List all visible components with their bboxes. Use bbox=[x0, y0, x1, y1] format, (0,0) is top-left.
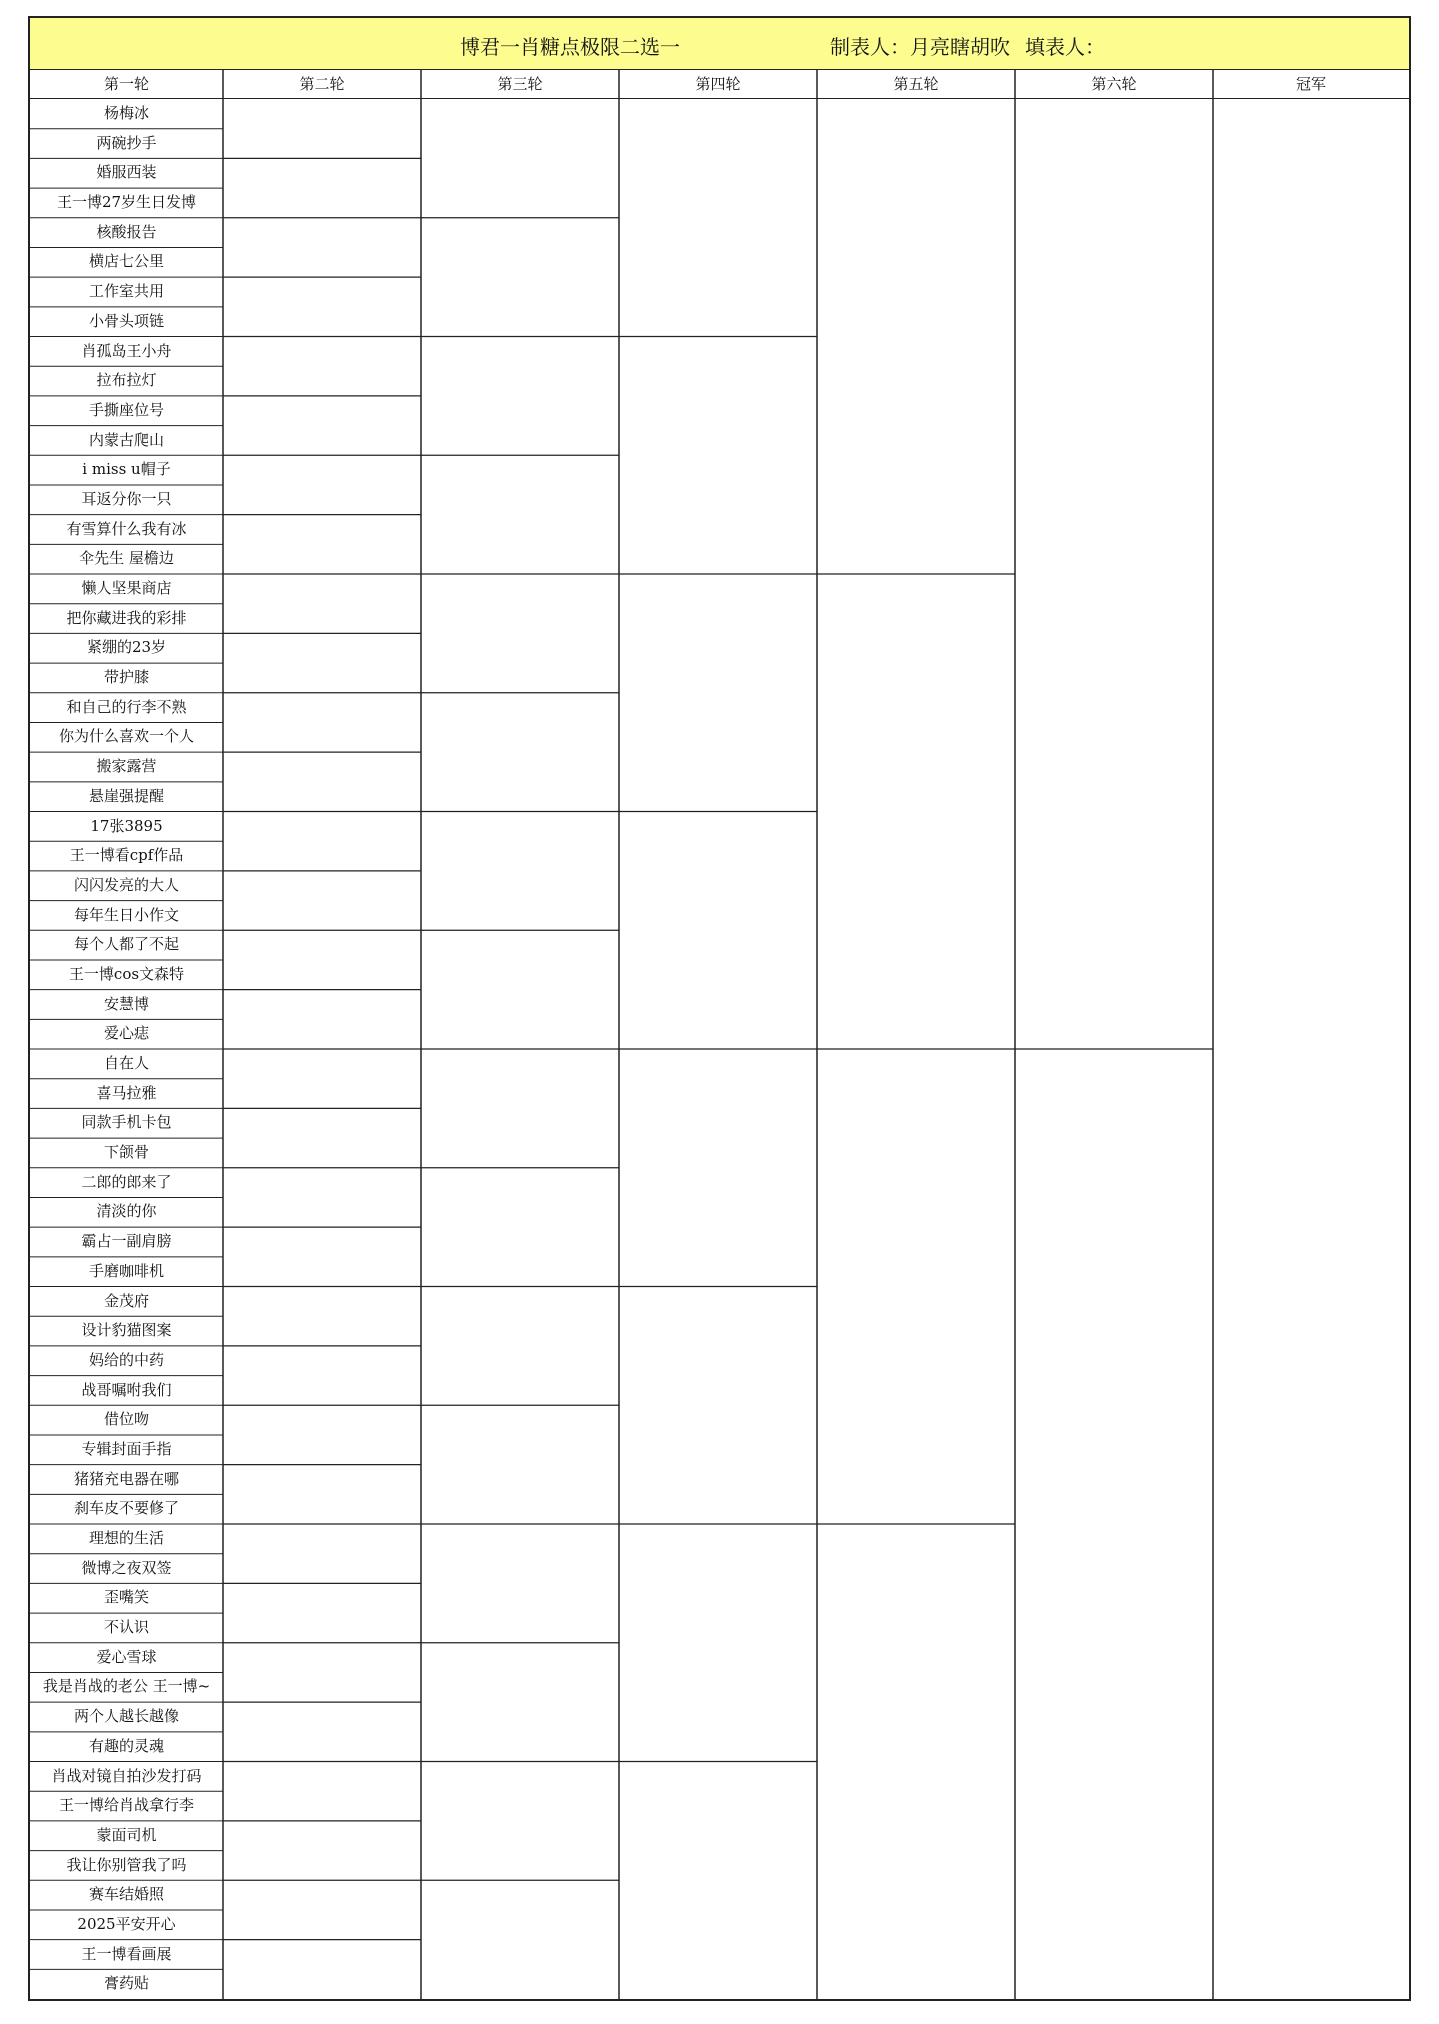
entry-cell: 横店七公里 bbox=[88, 252, 164, 271]
entry-cell: 借位吻 bbox=[103, 1410, 149, 1429]
entry-cell: 把你藏进我的彩排 bbox=[66, 608, 187, 627]
entry-cell: 王一博cos文森特 bbox=[68, 964, 185, 983]
entry-cell: 微博之夜双签 bbox=[81, 1558, 172, 1577]
entry-cell: 我是肖战的老公 王一博~ bbox=[42, 1677, 211, 1696]
round-header-3: 第三轮 bbox=[421, 70, 619, 99]
entry-cell: i miss u帽子 bbox=[82, 460, 171, 479]
round-header-2: 第二轮 bbox=[223, 70, 421, 99]
filler-label: 填表人： bbox=[1025, 35, 1105, 59]
entry-cell: 耳返分你一只 bbox=[81, 489, 172, 508]
entry-cell: 安慧博 bbox=[103, 994, 149, 1013]
entry-cell: 2025平安开心 bbox=[77, 1914, 176, 1933]
entry-cell: 王一博给肖战拿行李 bbox=[58, 1796, 194, 1815]
entry-cell: 两碗抄手 bbox=[96, 133, 157, 152]
entry-cell: 婚服西装 bbox=[96, 163, 157, 182]
entry-cell: 爱心雪球 bbox=[96, 1647, 157, 1666]
entry-cell: 喜马拉雅 bbox=[96, 1083, 157, 1102]
entry-cell: 霸占一副肩膀 bbox=[81, 1232, 172, 1251]
entry-cell: 17张3895 bbox=[90, 816, 163, 835]
entry-cell: 金茂府 bbox=[103, 1291, 149, 1310]
entry-cell: 战哥嘱咐我们 bbox=[81, 1380, 172, 1399]
round-header-1: 第一轮 bbox=[30, 70, 223, 99]
entry-cell: 不认识 bbox=[103, 1618, 149, 1637]
entry-cell: 每年生日小作文 bbox=[73, 905, 179, 924]
entry-cell: 肖孤岛王小舟 bbox=[81, 341, 172, 360]
entry-cell: 和自己的行李不熟 bbox=[66, 697, 187, 716]
entry-cell: 拉布拉灯 bbox=[96, 371, 157, 390]
bracket-grid bbox=[30, 18, 1409, 1999]
entry-cell: 懒人坚果商店 bbox=[81, 579, 172, 597]
maker-label: 制表人：月亮瞎胡吹 bbox=[830, 35, 1010, 59]
entry-cell: 妈给的中药 bbox=[88, 1350, 164, 1369]
sheet-title: 博君一肖糖点极限二选一 bbox=[460, 35, 680, 59]
entry-cell: 设计豹猫图案 bbox=[81, 1321, 172, 1340]
entry-cell: 工作室共用 bbox=[88, 282, 164, 301]
entry-cell: 内蒙古爬山 bbox=[88, 430, 164, 449]
entry-cell: 有雪算什么我有冰 bbox=[66, 519, 187, 538]
entry-cell: 我让你别管我了吗 bbox=[66, 1855, 187, 1874]
entry-cell: 核酸报告 bbox=[96, 222, 157, 241]
entry-cell: 王一博看画展 bbox=[81, 1944, 172, 1963]
entry-cell: 悬崖强提醒 bbox=[88, 786, 164, 805]
entry-cell: 每个人都了不起 bbox=[73, 935, 179, 954]
bracket-sheet bbox=[28, 16, 1411, 2001]
entry-cell: 王一博看cpf作品 bbox=[69, 846, 184, 865]
entry-cell: 赛车结婚照 bbox=[88, 1885, 164, 1904]
entry-cell: 带护膝 bbox=[103, 668, 149, 687]
entry-cell: 王一博27岁生日发博 bbox=[56, 193, 197, 212]
entry-cell: 膏药贴 bbox=[103, 1974, 149, 1993]
entry-cell: 同款手机卡包 bbox=[81, 1113, 172, 1132]
entry-cell: 伞先生 屋檐边 bbox=[79, 549, 174, 568]
entry-cell: 理想的生活 bbox=[88, 1529, 164, 1547]
entry-cell: 有趣的灵魂 bbox=[88, 1736, 164, 1755]
entry-cell: 搬家露营 bbox=[96, 757, 157, 776]
round-header-7: 冠军 bbox=[1213, 70, 1409, 99]
round-header-4: 第四轮 bbox=[619, 70, 817, 99]
entry-cell: 两个人越长越像 bbox=[73, 1707, 179, 1726]
entry-cell: 下颌骨 bbox=[103, 1143, 149, 1162]
round-header-6: 第六轮 bbox=[1015, 70, 1213, 99]
entry-cell: 猪猪充电器在哪 bbox=[73, 1469, 179, 1488]
entry-cell: 手撕座位号 bbox=[88, 400, 164, 419]
entry-cell: 杨梅冰 bbox=[103, 104, 149, 122]
entry-cell: 爱心痣 bbox=[103, 1024, 149, 1043]
entry-cell: 清淡的你 bbox=[96, 1202, 157, 1221]
entry-cell: 自在人 bbox=[103, 1054, 149, 1072]
entry-cell: 手磨咖啡机 bbox=[88, 1261, 164, 1280]
entry-cell: 二郎的郎来了 bbox=[81, 1172, 172, 1191]
entry-cell: 你为什么喜欢一个人 bbox=[58, 727, 194, 746]
entry-cell: 小骨头项链 bbox=[88, 311, 164, 330]
round-header-5: 第五轮 bbox=[817, 70, 1015, 99]
entry-cell: 紧绷的23岁 bbox=[86, 638, 167, 657]
entry-cell: 闪闪发亮的大人 bbox=[73, 875, 179, 894]
entry-cell: 肖战对镜自拍沙发打码 bbox=[51, 1766, 202, 1785]
entry-cell: 刹车皮不要修了 bbox=[73, 1499, 179, 1518]
entry-cell: 专辑封面手指 bbox=[81, 1439, 172, 1458]
entry-cell: 蒙面司机 bbox=[96, 1825, 157, 1844]
entry-cell: 歪嘴笑 bbox=[103, 1588, 149, 1607]
